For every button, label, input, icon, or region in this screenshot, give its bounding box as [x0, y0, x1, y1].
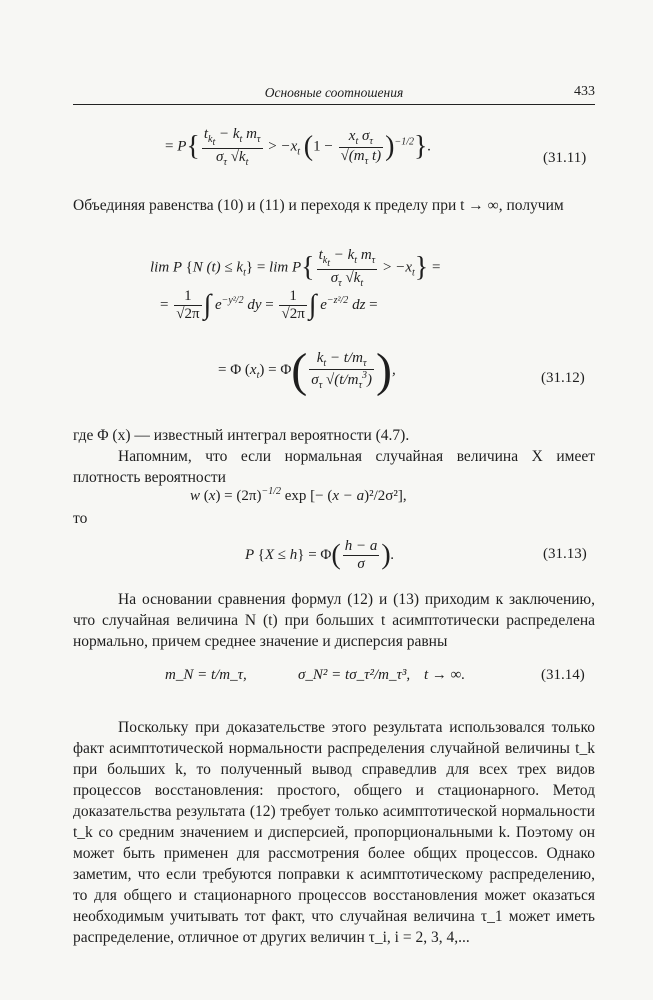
equation-density: w $(x) = (2\pi)^{-1/2}$ exp [− (x − a)²/2σ²],: [190, 486, 407, 504]
equation-number-31-12: (31.12): [541, 370, 585, 386]
equation-31-12-line-3: = Φ $(x_t) = \Phi$( $\frac{k_t - t/m_\tau}{\sigma_\tau √(t/m_\tau^3)}$ ),: [218, 344, 396, 397]
equation-31-12-line-2: = $\frac{1}{√2\pi}$ ∫ $e^{-y^2/2}$ dy = $\frac{1}{√2\pi}$ ∫ $e^{-z^2/2}$ dz =: [160, 288, 378, 322]
paragraph-3: Напомним, что если нормальная случайная величина X имеет плотность вероятности: [73, 448, 595, 486]
equation-number-31-13: (31.13): [543, 546, 587, 562]
word-to: то: [73, 510, 88, 527]
running-title: Основные соотношения: [264, 85, 404, 100]
equation-number-31-14: (31.14): [541, 667, 585, 683]
equation-number-31-11: (31.11): [543, 150, 587, 166]
paragraph-1: Объединяя равенства (10) и (11) и переходя к пределу при t → ∞, получим: [73, 197, 564, 214]
equation-31-14-part-3: t → ∞.: [424, 667, 466, 683]
paragraph-2: где Φ (x) — известный интеграл вероятности (4.7).: [73, 427, 410, 444]
page-number: 433: [574, 84, 595, 99]
paragraph-4: На основании сравнения формул (12) и (13) приходим к заключению, что случайная величина N (t) при больших t асимптотически распределена нормально, причем среднее значение и дисперсия равны: [73, 591, 595, 650]
page-header: [73, 84, 595, 104]
equation-31-13: P {X ≤ h} = Φ( $\frac{h - a}{\sigma}$ ).: [245, 538, 395, 572]
equation-31-14-part-2: σ_N² = tσ_τ²/m_τ³,: [298, 667, 411, 683]
equation-31-14-part-1: m_N = t/m_τ,: [165, 667, 247, 683]
header-rule: [73, 104, 595, 105]
equation-31-12-line-1: lim P {N $(t) \le k_t\} = \lim P${ $\frac{t_{k_t} - k_t m_\tau}{\sigma_\tau √k_t}$ > $-x_t$} =: [150, 247, 441, 289]
paragraph-5: Поскольку при доказательстве этого результата использовался только факт асимптотической нормальности распределения случайной величины t_k при больших k, то полученный вывод справедлив для всех трех видов процессов восстановления: простого, общего и стационарного. Метод доказательства результата (12) требует только асимптотической нормальности t_k со средним значением и дисперсией, пропорциональными k. Поэтому он может быть применен для рассмотрения более общих процессов. Однако заметим, что если требуются поправки к асимптотическому распределению, то для общего и стационарного процессов восстановления может оказаться необходимым учитывать тот факт, что случайная величина τ_1 может иметь распределение, отличное от других величин τ_i, i = 2, 3, 4,...: [73, 719, 595, 946]
equation-31-11: = P{ $\frac{t_{k_t} - k_t m_\tau}{\sigma_\tau √k_t}$ > $-x_t$ (1 − $\frac{x_t \sigma_\tau}{√(m_\tau t)}$ )$^{-1/2}$}.: [165, 126, 432, 168]
